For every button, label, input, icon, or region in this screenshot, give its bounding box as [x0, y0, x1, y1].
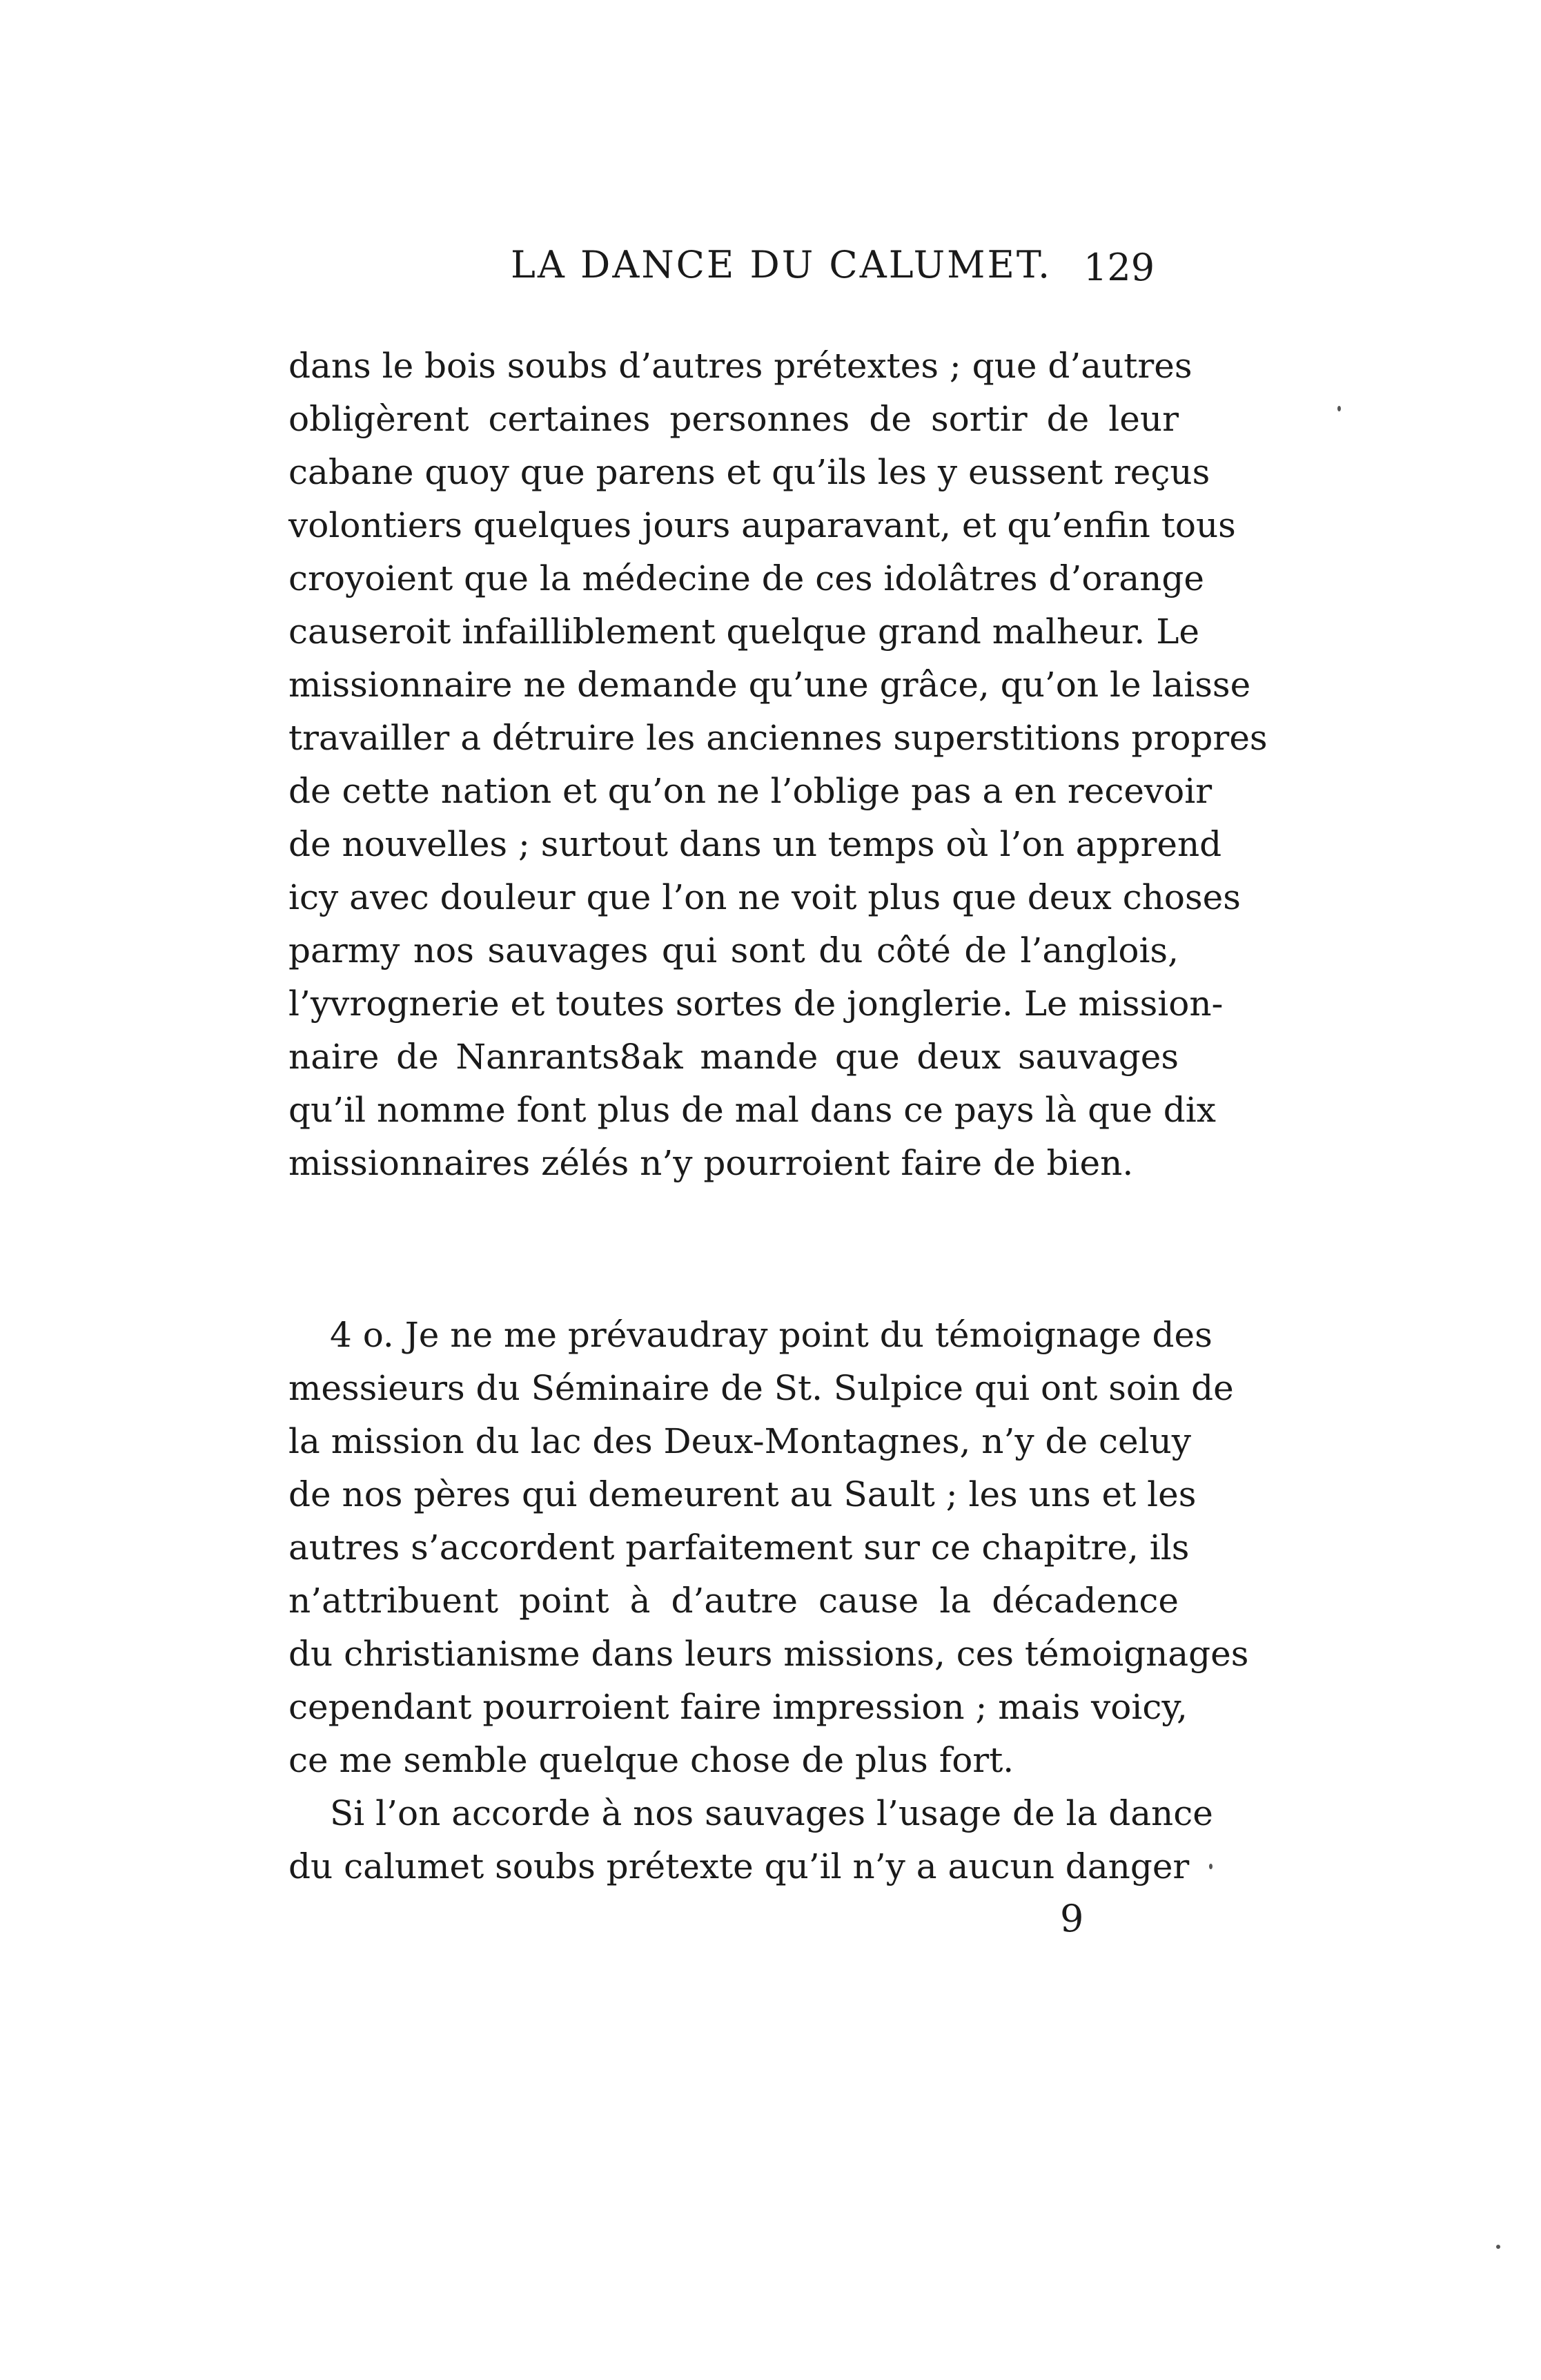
page-number: 129: [1083, 246, 1155, 289]
print-speck: [1209, 1864, 1213, 1869]
paragraph-1: [288, 340, 1268, 1190]
text-line: la mission du lac des Deux-Montagnes, n’y de celuy: [288, 1421, 1192, 1461]
text-line: de nos pères qui demeurent au Sault ; les uns et les: [288, 1474, 1197, 1514]
running-title: LA DANCE DU CALUMET.: [511, 243, 1052, 286]
text-line: dans le bois soubs d’autres prétextes ; que d’autres: [288, 346, 1192, 386]
text-line: du christianisme dans leurs missions, ces témoignages: [288, 1634, 1249, 1674]
text-line: cabane quoy que parens et qu’ils les y eussent reçus: [288, 452, 1210, 492]
signature-mark: 9: [1060, 1897, 1084, 1940]
text-line: Si l’on accorde à nos sauvages l’usage de la dance: [330, 1793, 1213, 1833]
paragraph-2: [288, 1309, 1249, 1893]
text-line: du calumet soubs prétexte qu’il n’y a aucun danger: [288, 1846, 1190, 1886]
text-line: causeroit infailliblement quelque grand malheur. Le: [288, 612, 1199, 652]
text-line: missionnaires zélés n’y pourroient faire de bien.: [288, 1143, 1134, 1183]
text-line: naire de Nanrants8ak mande que deux sauvages: [288, 1037, 1179, 1077]
text-line: 4 o. Je ne me prévaudray point du témoignage des: [330, 1315, 1213, 1355]
text-line: icy avec douleur que l’on ne voit plus que deux choses: [288, 877, 1241, 917]
text-line: croyoient que la médecine de ces idolâtres d’orange: [288, 558, 1204, 598]
text-line: ce me semble quelque chose de plus fort.: [288, 1740, 1014, 1780]
text-line: parmy nos sauvages qui sont du côté de l’anglois,: [288, 930, 1179, 970]
text-line: autres s’accordent parfaitement sur ce chapitre, ils: [288, 1528, 1190, 1568]
text-line: de nouvelles ; surtout dans un temps où l’on apprend: [288, 824, 1222, 864]
text-line: volontiers quelques jours auparavant, et qu’enfin tous: [288, 505, 1236, 545]
text-line: n’attribuent point à d’autre cause la décadence: [288, 1581, 1179, 1621]
text-line: cependant pourroient faire impression ; mais voicy,: [288, 1687, 1188, 1727]
print-speck: [1496, 2245, 1500, 2249]
print-speck: [1337, 406, 1341, 411]
text-line: missionnaire ne demande qu’une grâce, qu’on le laisse: [288, 665, 1251, 705]
text-line: l’yvrognerie et toutes sortes de jonglerie. Le mission-: [288, 984, 1224, 1024]
text-line: travailler a détruire les anciennes superstitions propres: [288, 718, 1268, 758]
text-line: obligèrent certaines personnes de sortir de leur: [288, 399, 1179, 439]
text-line: de cette nation et qu’on ne l’oblige pas a en recevoir: [288, 771, 1213, 811]
text-line: messieurs du Séminaire de St. Sulpice qui ont soin de: [288, 1368, 1234, 1408]
text-line: qu’il nomme font plus de mal dans ce pays là que dix: [288, 1090, 1216, 1130]
